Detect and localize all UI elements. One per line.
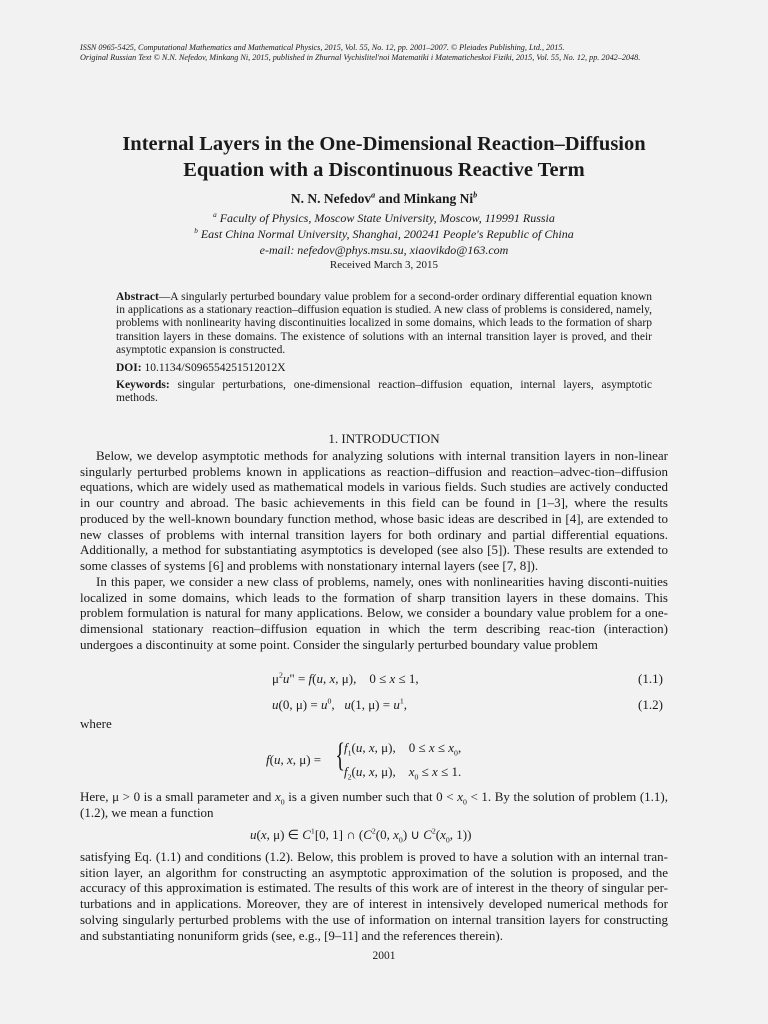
author-1-affil-mark: a — [371, 190, 376, 200]
piecewise-case-1: $f_1(u$, x, μ), $0 \le x \le x_0$, — [344, 740, 462, 758]
solution-function-space: u(x, μ) ∈ $C^1[0$, 1] ∩ ($C^2(0$, $x_0$) ∪ $C^2(x_0$, 1)) — [250, 826, 472, 845]
affiliation-b: $^b$ East China Normal University, Shanghai, 200241 People's Republic of China — [194, 227, 574, 241]
paper-title-line-1: Internal Layers in the One-Dimensional Reaction–Diffusion — [122, 133, 646, 155]
author-emails: e-mail: nefedov@phys.msu.su, xiaovikdo@163.com — [259, 243, 509, 257]
authors — [0, 191, 768, 207]
equation-number-1-1: (1.1) — [638, 671, 663, 686]
affiliation-a: $^a$ Faculty of Physics, Moscow State University, Moscow, 119991 Russia — [213, 211, 555, 225]
affiliation-a-mark: a — [213, 211, 217, 219]
header-issn-line: ISSN 0965-5425, Computational Mathematics and Mathematical Physics, 2015, Vol. 55, No. 12, pp. 2001–2007. © Pleiades Publishing, Ltd., 2015. — [80, 43, 565, 52]
abstract — [116, 291, 652, 357]
header-original-text-line: Original Russian Text © N.N. Nefedov, Minkang Ni, 2015, published in Zhurnal Vychislitel'noi Matematiki i Matematicheskoi Fiziki, 2015, Vol. 55, No. 12, pp. 2042–2048. — [80, 53, 641, 62]
paragraph-3: Here, μ > 0 is a small parameter and $x_0$ is a given number such that $0 < x_0 < 1$. By the solution of problem (1.1), (1.2), we mean a function — [80, 789, 668, 820]
affiliation-b-mark: b — [194, 227, 198, 235]
section-heading: 1. INTRODUCTION — [328, 431, 440, 446]
authors-and: and — [378, 191, 401, 206]
paragraph-2: In this paper, we consider a new class of problems, namely, ones with nonlinearities having disconti-nuities localized in some domains, which leads to the formation of sharp transition layers in these domains. This problem formulation is natural for many applications. Below, we consider a boundary value problem for a one-dimensional stationary reaction–diffusion equation in which the term describing reac-tion (interaction) undergoes a discontinuity at some point. Consider the singularly perturbed boundary value problem — [80, 574, 668, 652]
where-label: where — [80, 716, 112, 731]
piecewise-case-2: $f_2(u$, x, μ), $x_0 \le x \le 1$. — [344, 764, 462, 782]
paper-title-line-2: Equation with a Discontinuous Reactive Term — [183, 159, 585, 181]
keywords-list: singular perturbations, one-dimensional reaction–diffusion equation, internal layers, asymptotic methods. — [116, 379, 653, 405]
page-number: 2001 — [372, 950, 396, 962]
author-1: N. N. Nefedov — [290, 191, 372, 206]
author-2-affil-mark: b — [473, 190, 478, 200]
author-2: Minkang Ni — [403, 191, 474, 206]
abstract-text: —A singularly perturbed boundary value problem for a second-order ordinary differential equation known in applications as a stationary reaction–diffusion equation is studied. A new class of problems is considered, namely, problems with nonlinearity having discontinuities localized in some domains, which leads to the formation of sharp transition layers in these domains. The existence of solutions with an internal transition layer is proved, and their asymptotic expansion is constructed. — [116, 291, 652, 356]
piecewise-brace: { — [335, 737, 346, 774]
doi: DOI: 10.1134/S096554251512012X — [116, 362, 286, 374]
keywords: Keywords: singular perturbations, one-dimensional reaction–diffusion equation, internal layers, asymptotic methods. — [116, 379, 653, 405]
abstract-label: Abstract — [116, 291, 159, 303]
paragraph-1: Below, we develop asymptotic methods for analyzing solutions with internal transition layers in non-linear singularly perturbed problems known in applications as reaction–diffusion and reaction–advec-tion–diffusion equations, which are widely used as mathematical models in various fields. Such studies are actively conducted in our country and abroad. The basic achievements in this field can be found in [1–3], where the results produced by the well-known boundary function method, whose basic ideas are described in [4], are extended to new classes of problems with internal transition layers for both ordinary and partial differential equations. Additionally, a method for substantiating asymptotics is developed (see also [5]). These results are extended to some classes of systems [6] and problems with nonstationary internal layers (see [7, 8]). — [80, 448, 668, 573]
equation-1-2: u(0, $\mu) = u^0$, u(1, $\mu) = u^1$, — [272, 696, 407, 712]
paragraph-4: satisfying Eq. (1.1) and conditions (1.2). Below, this problem is proved to have a solution with an internal tran-sition layer, an algorithm for constructing an asymptotic approximation of the solution is proposed, and the accuracy of this approximation is estimated. The results of this work are of interest in the theory of singular per-turbations and in applications. Moreover, they are of interest in intensively developed numerical methods for solving singularly perturbed problems with the use of information on internal transition layers for constructing and substantiating nonuniform grids (see, e.g., [9–11] and the references therein). — [80, 849, 668, 943]
received-date: Received March 3, 2015 — [329, 259, 439, 271]
doi-value: 10.1134/S096554251512012X — [144, 362, 286, 374]
piecewise-lhs: f(u, x, μ) = — [266, 752, 322, 767]
equation-1-1: $\mu^2u$" = f(u, x, μ), 0 ≤ x ≤ 1, — [272, 670, 419, 686]
equation-number-1-2: (1.2) — [638, 697, 663, 712]
